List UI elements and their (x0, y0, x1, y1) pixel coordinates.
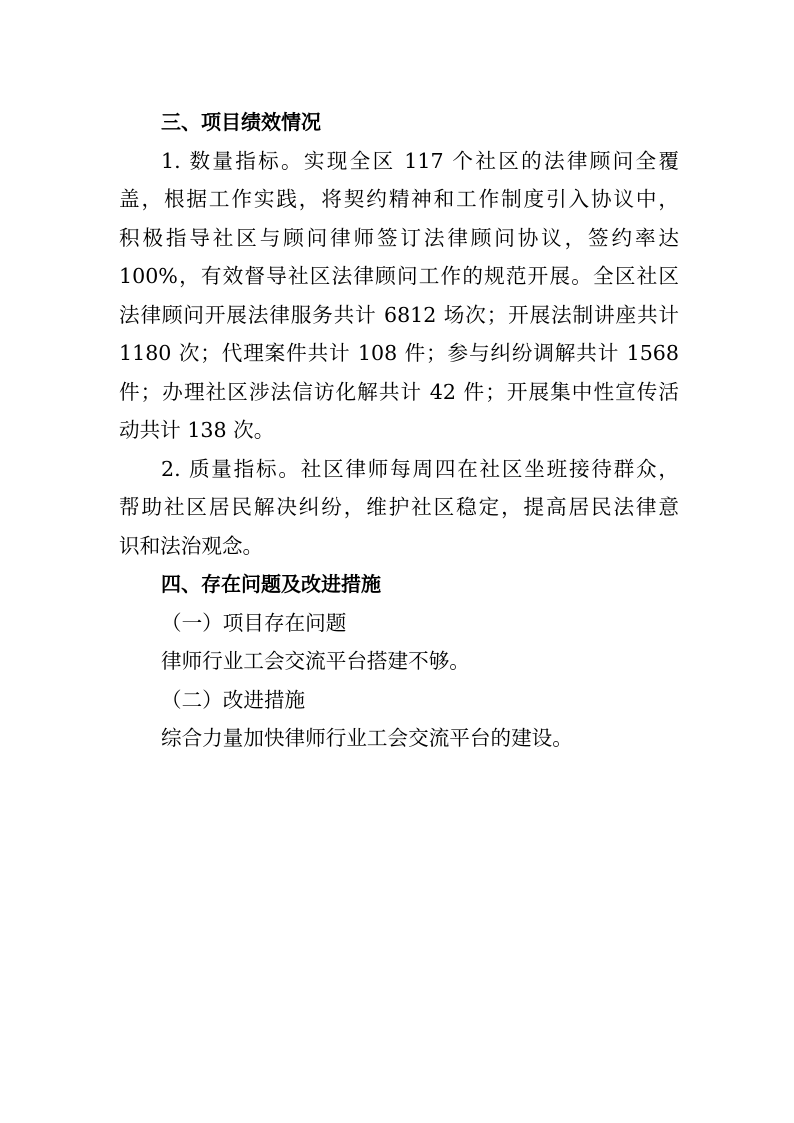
paragraph-line: 1. 数量指标。实现全区 117 个社区的法律顾问全覆 (161, 148, 679, 173)
paragraph-line: 识和法治观念。 (119, 533, 264, 558)
subsection-title-problems: （一）项目存在问题 (161, 610, 347, 635)
section-heading-problems: 四、存在问题及改进措施 (161, 572, 381, 596)
paragraph-line: 盖，根据工作实践，将契约精神和工作制度引入协议中， (119, 187, 679, 211)
paragraph-quantity-indicators (119, 142, 679, 450)
paragraph-problems: 律师行业工会交流平台搭建不够。 (161, 649, 470, 673)
paragraph-line: 动共计 138 次。 (119, 418, 275, 442)
paragraph-line: 2. 质量指标。社区律师每周四在社区坐班接待群众， (161, 456, 679, 481)
section-heading-performance: 三、项目绩效情况 (161, 110, 321, 134)
paragraph-line: 100%，有效督导社区法律顾问工作的规范开展。全区社区 (119, 264, 679, 288)
paragraph-line: 1180 次；代理案件共计 108 件；参与纠纷调解共计 1568 (119, 341, 679, 365)
paragraph-line: 件；办理社区涉法信访化解共计 42 件；开展集中性宣传活 (119, 379, 679, 404)
paragraph-line: 法律顾问开展法律服务共计 6812 场次；开展法制讲座共计 (119, 302, 679, 327)
paragraph-line: 积极指导社区与顾问律师签订法律顾问协议，签约率达 (119, 225, 679, 250)
subsection-title-measures: （二）改进措施 (161, 687, 306, 712)
paragraph-line: 帮助社区居民解决纠纷，维护社区稳定，提高居民法律意 (119, 495, 679, 519)
paragraph-measures: 综合力量加快律师行业工会交流平台的建设。 (161, 726, 573, 750)
paragraph-quality-indicators (119, 450, 679, 566)
document-body (119, 103, 679, 758)
